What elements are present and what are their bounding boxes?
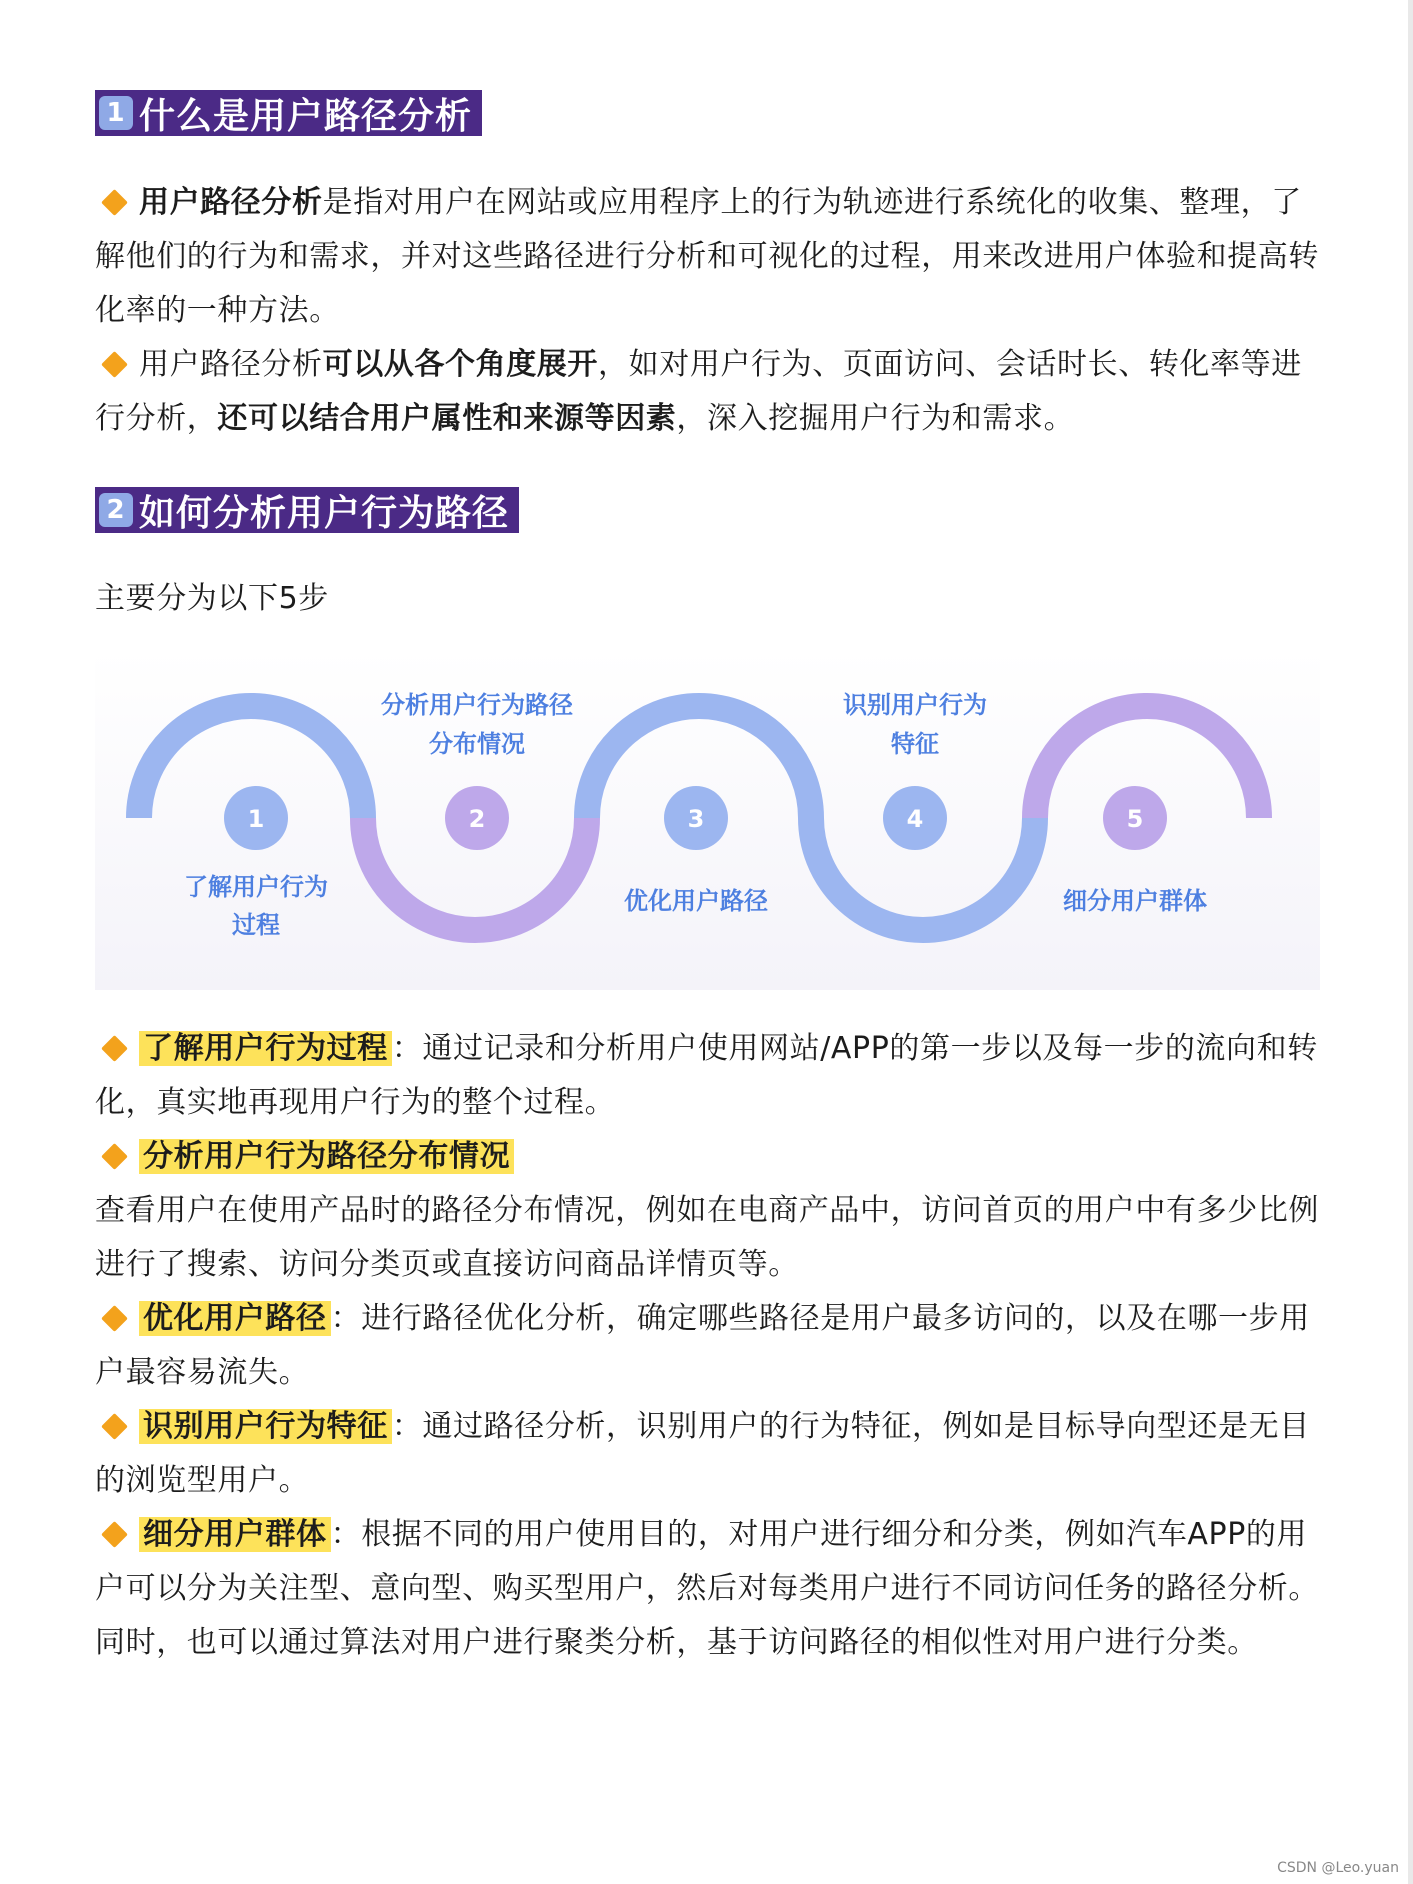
item-1-label: 了解用户行为过程 — [139, 1031, 392, 1066]
p2-bold-2: 还可以结合用户属性和来源等因素 — [217, 401, 677, 436]
step-label-1-line2: 过程 — [232, 911, 280, 939]
item-1-text: 通过记录和分析用户使用网站/APP的第一步以及每一步的流向和转化，真实地再现用户行为的整个过程。 — [95, 1031, 1318, 1120]
orange-diamond-icon — [101, 1305, 128, 1332]
step-label-2-line1: 分析用户行为路径 — [381, 691, 573, 719]
item-4-label: 识别用户行为特征 — [139, 1409, 392, 1444]
p2-e: ，深入挖掘用户行为和需求。 — [676, 401, 1075, 436]
item-4-text: 通过路径分析，识别用户的行为特征，例如是目标导向型还是无目的浏览型用户。 — [95, 1409, 1310, 1498]
step-circle-3 — [664, 786, 728, 850]
item-5-text: 根据不同的用户使用目的，对用户进行细分和分类，例如汽车APP的用户可以分为关注型、意向型、购买型用户，然后对每类用户进行不同访问任务的路径分析。同时，也可以通过算法对用户进行聚类分析，基于访问路径的相似性对用户进行分类。 — [95, 1517, 1319, 1660]
item-3-label: 优化用户路径 — [139, 1301, 331, 1336]
step-circle-1 — [224, 786, 288, 850]
step-circle-2 — [445, 786, 509, 850]
step-label-2-line2: 分布情况 — [429, 730, 525, 758]
item-1-sep: ： — [391, 1031, 423, 1066]
item-2-text: 查看用户在使用产品时的路径分布情况，例如在电商产品中，访问首页的用户中有多少比例进行了搜索、访问分类页或直接访问商品详情页等。 — [95, 1193, 1319, 1282]
orange-diamond-icon — [101, 1413, 128, 1440]
step-num-4: 4 — [906, 805, 924, 833]
footer-credit: CSDN @Leo.yuan — [1277, 1860, 1399, 1876]
wave-diagram-svg — [95, 650, 1320, 990]
item-5-label: 细分用户群体 — [139, 1517, 331, 1552]
p1-rest: 是指对用户在网站或应用程序上的行为轨迹进行系统化的收集、整理，了解他们的行为和需求，并对这些路径进行分析和可视化的过程，用来改进用户体验和提高转化率的一种方法。 — [95, 185, 1319, 328]
item-4-sep: ： — [391, 1409, 423, 1444]
step-num-5: 5 — [1126, 805, 1144, 833]
item-2 — [95, 1130, 1325, 1292]
item-3 — [95, 1292, 1325, 1400]
page-edge — [1408, 0, 1413, 1884]
p1-bold: 用户路径分析 — [139, 185, 323, 220]
section2-intro: 主要分为以下5步 — [95, 581, 329, 616]
step-num-2: 2 — [468, 805, 486, 833]
step-circle-5 — [1103, 786, 1167, 850]
section2-title: 如何分析用户行为路径 — [139, 492, 510, 534]
item-4 — [95, 1400, 1325, 1508]
step-num-1: 1 — [247, 805, 265, 833]
item-1 — [95, 1022, 1325, 1130]
step-label-1-line1: 了解用户行为 — [184, 873, 328, 901]
keycap-2-icon: 2 — [99, 493, 133, 527]
step-label-5-line1: 细分用户群体 — [1063, 887, 1207, 915]
item-5-sep: ： — [330, 1517, 362, 1552]
keycap-1-icon: 1 — [99, 96, 133, 130]
section1-paragraph1 — [95, 176, 1325, 338]
orange-diamond-icon — [101, 351, 128, 378]
item-3-text: 进行路径优化分析，确定哪些路径是用户最多访问的，以及在哪一步用户最容易流失。 — [95, 1301, 1310, 1390]
step-label-3-line1: 优化用户路径 — [624, 887, 768, 915]
section1-title: 什么是用户路径分析 — [139, 95, 473, 137]
section1-paragraph2 — [95, 338, 1325, 446]
item-5 — [95, 1508, 1325, 1670]
section2-heading — [95, 487, 519, 533]
orange-diamond-icon — [101, 1143, 128, 1170]
p2-bold-1: 可以从各个角度展开 — [322, 347, 599, 382]
step-num-3: 3 — [687, 805, 705, 833]
p2-a: 用户路径分析 — [139, 347, 323, 382]
orange-diamond-icon — [101, 189, 128, 216]
step-circle-4 — [883, 786, 947, 850]
step-label-4-line1: 识别用户行为 — [843, 691, 987, 719]
steps-diagram — [95, 650, 1320, 990]
item-3-sep: ： — [330, 1301, 362, 1336]
section1-heading — [95, 90, 482, 136]
step-label-4-line2: 特征 — [891, 730, 939, 758]
orange-diamond-icon — [101, 1521, 128, 1548]
orange-diamond-icon — [101, 1035, 128, 1062]
item-2-label: 分析用户行为路径分布情况 — [139, 1139, 514, 1174]
p2-c: ，如对用户行为、页面访问、会话时长、转化率等进行分析， — [95, 347, 1302, 436]
